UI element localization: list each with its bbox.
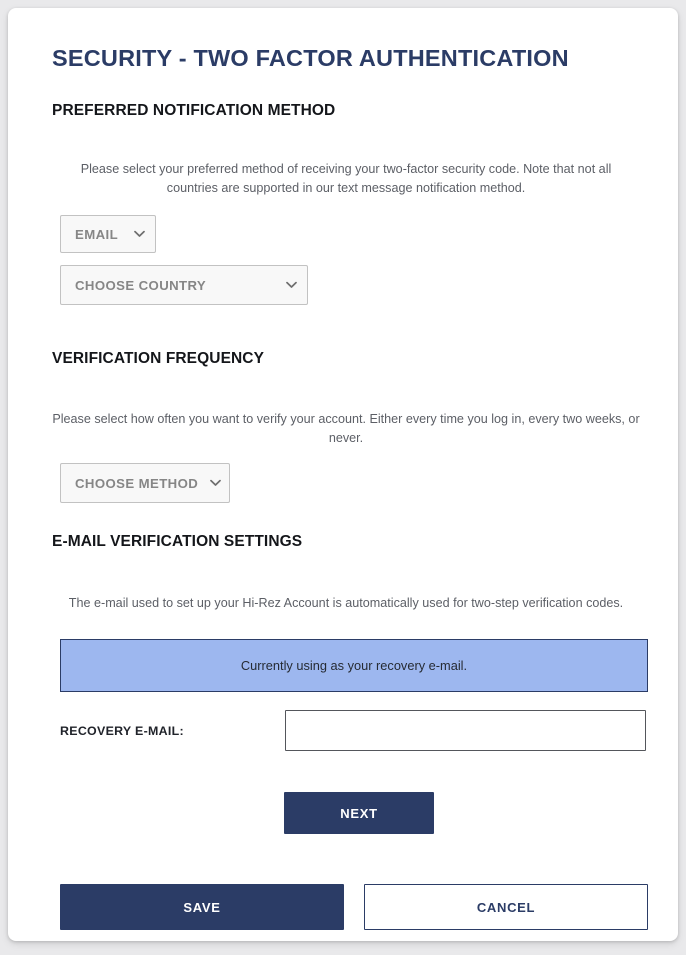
save-button[interactable]: SAVE [60,884,344,930]
notification-method-select[interactable] [60,215,156,253]
page-title: SECURITY - TWO FACTOR AUTHENTICATION [52,45,569,71]
next-button[interactable]: NEXT [284,792,434,834]
country-select-value: CHOOSE COUNTRY [75,277,207,293]
recovery-email-status-text: Currently using as your recovery e-mail. [240,658,468,673]
section-heading-notification-method: PREFERRED NOTIFICATION METHOD [52,102,336,119]
recovery-email-label: RECOVERY E-MAIL: [60,724,184,738]
notification-method-description: Please select your preferred method of receiving your two-factor security code. Note that not all countries are supported in our text message notification method. [80,162,612,195]
verification-frequency-select[interactable] [60,463,230,503]
verification-frequency-description: Please select how often you want to verify your account. Either every time you log in, every two weeks, or never. [52,412,640,445]
verification-frequency-select-value: CHOOSE METHOD [75,475,199,491]
notification-method-select-value: EMAIL [75,226,119,242]
chevron-down-icon [122,230,145,238]
settings-content [52,8,642,941]
recovery-email-input[interactable] [285,710,646,751]
section-heading-email-verification-settings: E-MAIL VERIFICATION SETTINGS [52,533,303,550]
email-verification-description: The e-mail used to set up your Hi-Rez Account is automatically used for two-step verification codes. [68,596,624,610]
chevron-down-icon [274,281,297,289]
section-heading-verification-frequency: VERIFICATION FREQUENCY [52,350,265,367]
settings-card [8,8,678,941]
country-select[interactable] [60,265,308,305]
recovery-email-status-banner [60,639,648,692]
chevron-down-icon [198,479,221,487]
cancel-button[interactable]: CANCEL [364,884,648,930]
